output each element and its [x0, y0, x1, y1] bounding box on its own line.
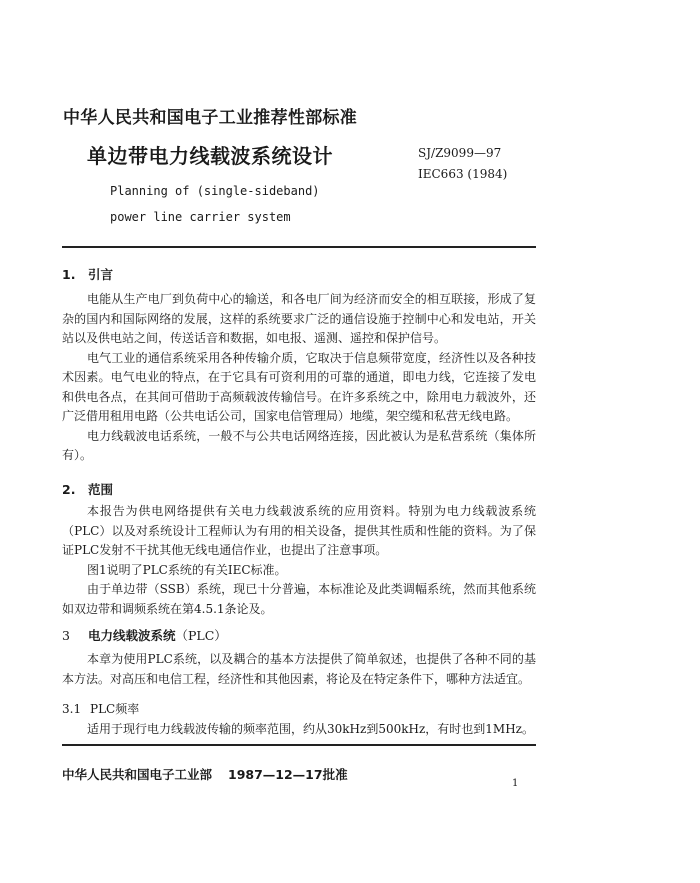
english-title-line-1: Planning of (single-sideband): [110, 184, 320, 198]
section-1-paragraph: 电气工业的通信系统采用各种传输介质，它取决于信息频带宽度，经济性以及各种技术因素。电气电业的特点，在于它具有可资利用的可靠的通道，即电力线，它连接了发电和供电各点，在其间可借助于高频载波传输信号。在许多系统之中，除用电力载波外，还广泛借用租用电路（公共电话公司，国家电信管理局）地缆，架空缆和私营无线电路。: [62, 350, 536, 423]
section-1-body: [62, 290, 536, 466]
document-title: 单边带电力线载波系统设计: [87, 144, 333, 168]
section-2-body: [62, 502, 536, 619]
section-2-paragraph: 本报告为供电网络提供有关电力线载波系统的应用资料。特别为电力线载波系统（PLC）以及对系统设计工程师认为有用的相关设备，提供其性质和性能的资料。为了保证PLC发射不干扰其他无线电通信作业，也提出了注意事项。: [62, 504, 536, 557]
section-1-paragraph: 电力线载波电话系统，一般不与公共电话网络连接，因此被认为是私营系统（集体所有）。: [62, 428, 536, 462]
standard-number: SJ/Z9099—97: [418, 146, 502, 160]
footer-divider: [62, 744, 536, 746]
subsection-3-1-paragraph: 适用于现行电力线载波传输的频率范围，约从30kHz到500kHz，有时也到1MHz。: [87, 722, 535, 736]
section-3-title-suffix: （PLC）: [175, 628, 227, 643]
subsection-3-1-number: 3.1: [62, 702, 82, 716]
footer-approval-date: 1987—12—17批准: [228, 767, 348, 782]
section-2-paragraph: 图1说明了PLC系统的有关IEC标准。: [87, 562, 287, 577]
page-number: 1: [512, 778, 519, 789]
section-3-number: 3: [62, 628, 70, 643]
section-1-heading: [62, 265, 113, 283]
subsection-3-1-title: PLC频率: [90, 702, 140, 716]
section-3-title: 电力线载波系统: [88, 628, 176, 643]
footer-ministry: 中华人民共和国电子工业部: [62, 767, 213, 782]
subsection-3-1-body: [62, 720, 536, 740]
header-divider: [62, 246, 536, 248]
section-3-heading: [62, 626, 227, 644]
section-1-title: 引言: [88, 267, 114, 282]
subsection-3-1-heading: [62, 700, 139, 717]
iec-reference: IEC663 (1984): [418, 167, 508, 181]
section-2-title: 范围: [88, 482, 114, 497]
issuer-heading: 中华人民共和国电子工业推荐性部标准: [63, 108, 358, 128]
english-title-line-2: power line carrier system: [110, 210, 291, 224]
section-3-body: [62, 650, 536, 689]
section-2-number: 2.: [62, 482, 76, 497]
section-1-number: 1.: [62, 267, 76, 282]
section-1-paragraph: 电能从生产电厂到负荷中心的输送，和各电厂间为经济而安全的相互联接，形成了复杂的国内和国际网络的发展，这样的系统要求广泛的通信设施于控制中心和发电站，开关站以及供电站之间，传送话音和数据，如电报、遥测、遥控和保护信号。: [62, 292, 536, 345]
section-2-heading: [62, 480, 113, 498]
section-2-paragraph: 由于单边带（SSB）系统，现已十分普遍，本标准论及此类调幅系统，然而其他系统如双边带和调频系统在第4.5.1条论及。: [62, 582, 536, 616]
section-3-paragraph: 本章为使用PLC系统，以及耦合的基本方法提供了简单叙述，也提供了各种不同的基本方法。对高压和电信工程，经济性和其他因素，将论及在特定条件下，哪种方法适宜。: [62, 652, 536, 686]
